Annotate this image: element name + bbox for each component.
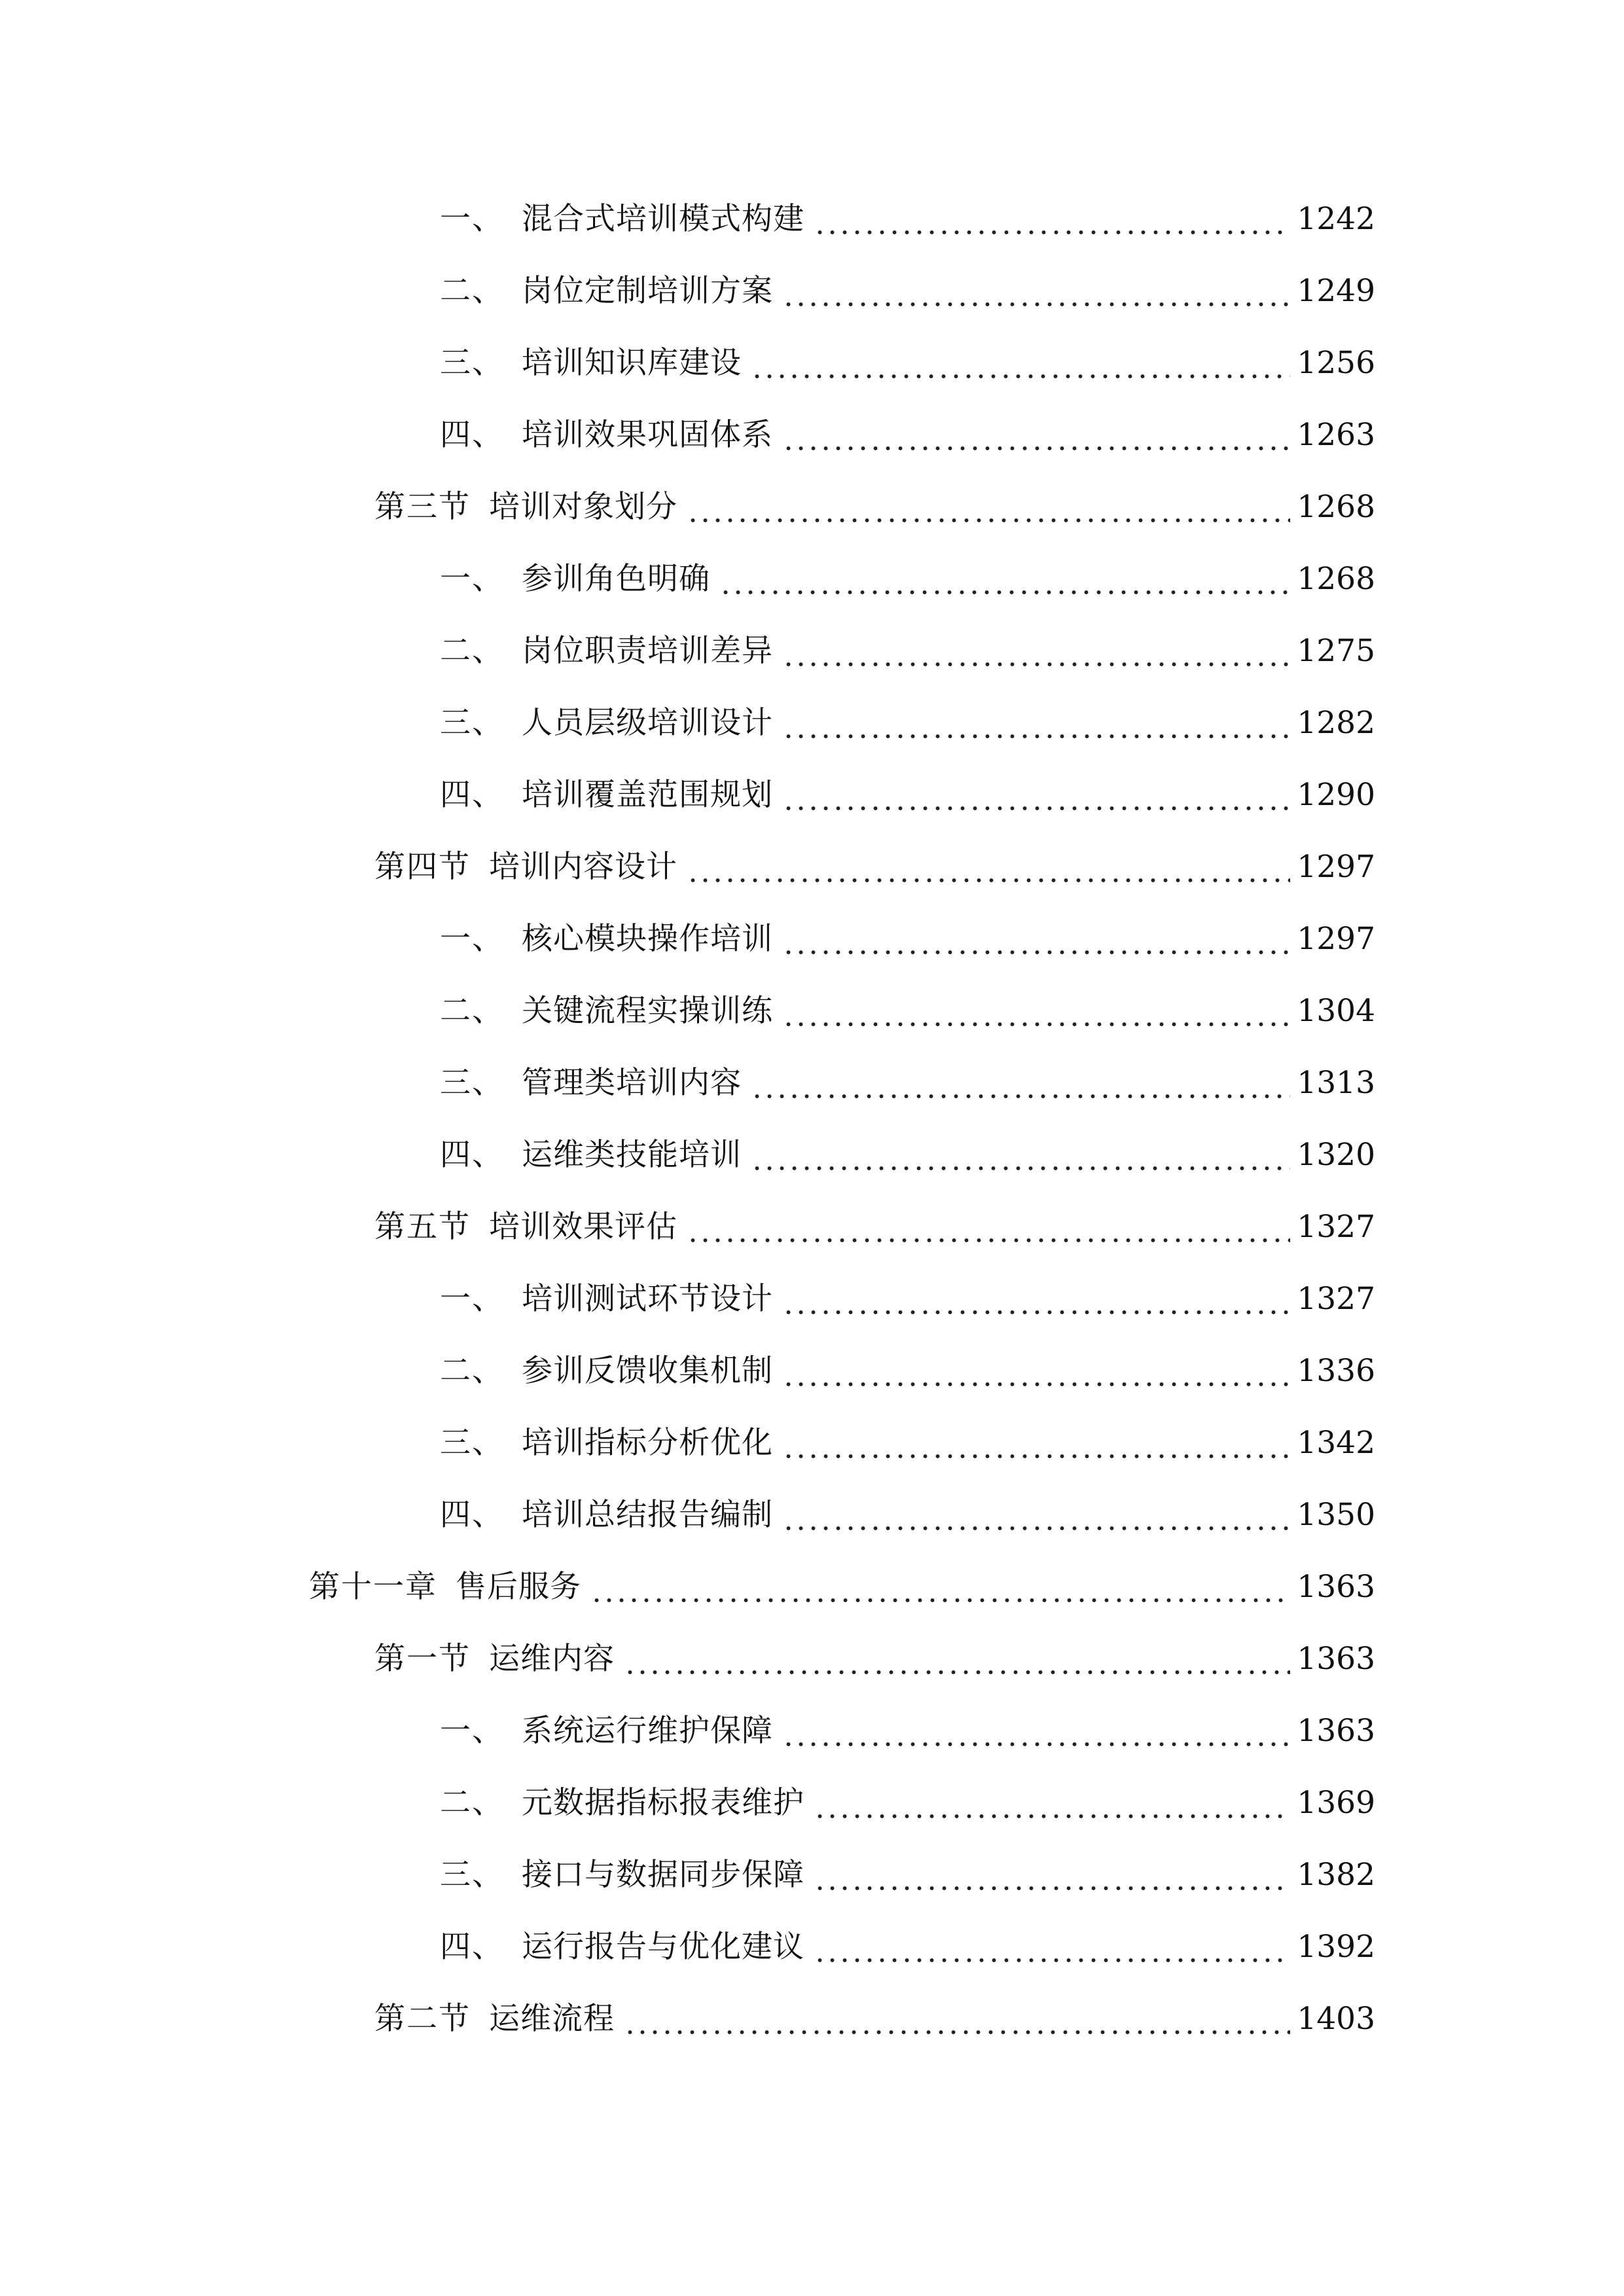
toc-entry-section[interactable]: [374, 844, 1375, 890]
dot-leader: [782, 1276, 1290, 1322]
toc-entry-page: 1275: [1297, 633, 1375, 669]
toc-entry-number: 三、: [440, 705, 504, 741]
toc-entry[interactable]: [440, 772, 1375, 818]
dot-leader: [624, 1996, 1290, 2042]
toc-entry-page: 1249: [1297, 273, 1375, 309]
toc-entry-page: 1290: [1297, 777, 1375, 813]
toc-entry-page: 1392: [1297, 1929, 1375, 1965]
toc-entry-title: 培训内容设计: [489, 849, 677, 885]
toc-entry-page: 1320: [1297, 1137, 1375, 1173]
toc-entry-title: 运维内容: [489, 1641, 615, 1677]
toc-entry-page: 1268: [1297, 561, 1375, 597]
toc-entry-page: 1297: [1297, 849, 1375, 885]
toc-entry-title: 售后服务: [456, 1569, 581, 1605]
toc-entry-page: 1304: [1297, 993, 1375, 1029]
dot-leader: [590, 1564, 1290, 1610]
toc-entry-title: 人员层级培训设计: [522, 705, 773, 741]
toc-entry[interactable]: [440, 1132, 1375, 1178]
dot-leader: [751, 1060, 1290, 1106]
toc-entry-title: 运维流程: [489, 2001, 615, 2037]
toc-entry[interactable]: [440, 1708, 1375, 1754]
toc-entry-title: 参训角色明确: [522, 561, 710, 597]
toc-entry-number: 三、: [440, 1857, 504, 1893]
toc-entry-page: 1263: [1297, 417, 1375, 453]
toc-entry-number: 三、: [440, 1425, 504, 1461]
toc-entry[interactable]: [440, 1852, 1375, 1898]
toc-entry[interactable]: [440, 1420, 1375, 1466]
toc-entry-page: 1336: [1297, 1353, 1375, 1389]
toc-entry[interactable]: [440, 700, 1375, 746]
toc-entry[interactable]: [440, 412, 1375, 458]
toc-entry-number: 第五节: [374, 1209, 471, 1245]
toc-entry[interactable]: [440, 196, 1375, 242]
toc-entry-title: 系统运行维护保障: [522, 1713, 773, 1749]
dot-leader: [782, 1348, 1290, 1394]
dot-leader: [814, 1924, 1290, 1970]
toc-entry[interactable]: [440, 1348, 1375, 1394]
dot-leader: [782, 628, 1290, 674]
toc-entry-section[interactable]: [374, 1636, 1375, 1682]
toc-entry-number: 一、: [440, 1713, 504, 1749]
toc-entry-number: 第十一章: [309, 1569, 437, 1605]
dot-leader: [782, 1420, 1290, 1466]
toc-entry-section[interactable]: [374, 484, 1375, 530]
toc-entry-title: 元数据指标报表维护: [522, 1785, 804, 1821]
toc-entry-page: 1369: [1297, 1785, 1375, 1821]
toc-entry[interactable]: [440, 1276, 1375, 1322]
toc-entry-title: 培训总结报告编制: [522, 1497, 773, 1533]
toc-entry-number: 二、: [440, 633, 504, 669]
toc-entry[interactable]: [440, 988, 1375, 1034]
toc-entry-number: 第四节: [374, 849, 471, 885]
toc-entry-number: 一、: [440, 921, 504, 957]
dot-leader: [814, 196, 1290, 242]
toc-entry-page: 1382: [1297, 1857, 1375, 1893]
toc-entry-title: 培训效果评估: [489, 1209, 677, 1245]
toc-entry-page: 1363: [1297, 1713, 1375, 1749]
dot-leader: [624, 1636, 1290, 1682]
toc-entry-number: 四、: [440, 1929, 504, 1965]
toc-entry-title: 培训覆盖范围规划: [522, 777, 773, 813]
toc-entry-title: 核心模块操作培训: [522, 921, 773, 957]
dot-leader: [782, 700, 1290, 746]
toc-entry-number: 三、: [440, 1065, 504, 1101]
dot-leader: [814, 1852, 1290, 1898]
toc-entry-title: 岗位职责培训差异: [522, 633, 773, 669]
toc-entry[interactable]: [440, 1780, 1375, 1826]
toc-entry-title: 参训反馈收集机制: [522, 1353, 773, 1389]
toc-entry-page: 1363: [1297, 1641, 1375, 1677]
toc-entry-page: 1350: [1297, 1497, 1375, 1533]
toc-entry-page: 1403: [1297, 2001, 1375, 2037]
dot-leader: [719, 556, 1290, 602]
toc-entry-title: 关键流程实操训练: [522, 993, 773, 1029]
dot-leader: [782, 772, 1290, 818]
toc-entry-page: 1313: [1297, 1065, 1375, 1101]
toc-entry-number: 二、: [440, 273, 504, 309]
toc-entry-title: 接口与数据同步保障: [522, 1857, 804, 1893]
toc-entry-number: 四、: [440, 1137, 504, 1173]
toc-entry-title: 培训测试环节设计: [522, 1281, 773, 1317]
toc-entry-chapter[interactable]: [309, 1564, 1375, 1610]
toc-entry-number: 一、: [440, 1281, 504, 1317]
toc-entry-number: 一、: [440, 201, 504, 237]
dot-leader: [782, 268, 1290, 314]
toc-entry-number: 四、: [440, 1497, 504, 1533]
toc-entry-number: 二、: [440, 1353, 504, 1389]
dot-leader: [687, 484, 1290, 530]
dot-leader: [782, 1492, 1290, 1538]
toc-entry-number: 一、: [440, 561, 504, 597]
dot-leader: [687, 844, 1290, 890]
toc-entry-number: 第三节: [374, 489, 471, 525]
dot-leader: [782, 916, 1290, 962]
toc-entry-title: 运行报告与优化建议: [522, 1929, 804, 1965]
toc-entry-page: 1256: [1297, 345, 1375, 381]
toc-entry-section[interactable]: [374, 1204, 1375, 1250]
dot-leader: [782, 412, 1290, 458]
toc-entry-title: 培训知识库建设: [522, 345, 742, 381]
toc-entry-page: 1327: [1297, 1281, 1375, 1317]
dot-leader: [751, 340, 1290, 386]
toc-entry[interactable]: [440, 916, 1375, 962]
toc-entry-page: 1297: [1297, 921, 1375, 957]
toc-entry-title: 培训效果巩固体系: [522, 417, 773, 453]
toc-entry-page: 1242: [1297, 201, 1375, 237]
toc-entry-page: 1327: [1297, 1209, 1375, 1245]
toc-entry-number: 四、: [440, 777, 504, 813]
toc-entry-number: 三、: [440, 345, 504, 381]
dot-leader: [751, 1132, 1290, 1178]
toc-entry-number: 第一节: [374, 1641, 471, 1677]
toc-entry-section[interactable]: [374, 1996, 1375, 2042]
toc-entry[interactable]: [440, 340, 1375, 386]
toc-entry[interactable]: [440, 1492, 1375, 1538]
toc-entry-title: 运维类技能培训: [522, 1137, 742, 1173]
toc-entry-number: 二、: [440, 1785, 504, 1821]
dot-leader: [782, 988, 1290, 1034]
toc-entry-page: 1342: [1297, 1425, 1375, 1461]
toc-entry-title: 混合式培训模式构建: [522, 201, 804, 237]
toc-entry-page: 1282: [1297, 705, 1375, 741]
toc-entry-number: 第二节: [374, 2001, 471, 2037]
toc-entry-number: 二、: [440, 993, 504, 1029]
toc-entry[interactable]: [440, 556, 1375, 602]
toc-entry-title: 岗位定制培训方案: [522, 273, 773, 309]
toc-entry[interactable]: [440, 1924, 1375, 1970]
toc-entry-page: 1268: [1297, 489, 1375, 525]
dot-leader: [687, 1204, 1290, 1250]
toc-entry-number: 四、: [440, 417, 504, 453]
toc-entry[interactable]: [440, 1060, 1375, 1106]
toc-entry[interactable]: [440, 268, 1375, 314]
toc-entry[interactable]: [440, 628, 1375, 674]
toc-entry-page: 1363: [1297, 1569, 1375, 1605]
toc-entry-title: 培训对象划分: [489, 489, 677, 525]
toc-entry-title: 培训指标分析优化: [522, 1425, 773, 1461]
toc-entry-title: 管理类培训内容: [522, 1065, 742, 1101]
dot-leader: [782, 1708, 1290, 1754]
dot-leader: [814, 1780, 1290, 1826]
